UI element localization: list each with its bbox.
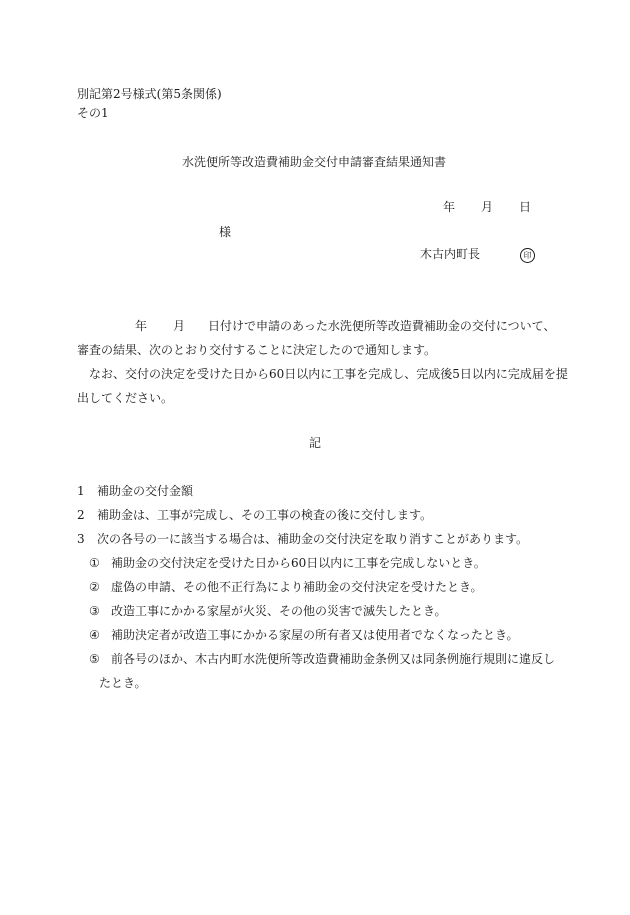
list-item — [77, 507, 432, 523]
date-month: 月 — [481, 200, 494, 214]
body-line-2: 審査の結果、次のとおり交付することに決定したので通知します。 — [77, 343, 437, 357]
form-subnumber: その1 — [77, 106, 109, 120]
list-item — [77, 531, 528, 547]
form-number: 別記第2号様式(第5条関係) — [77, 87, 222, 101]
list-item — [77, 483, 193, 499]
subitem-number: ③ — [89, 604, 100, 618]
body-line-1 — [135, 318, 555, 334]
issuer-line — [420, 246, 535, 263]
subitem-text: 虚偽の申請、その他不正行為により補助金の交付決定を受けたとき。 — [111, 580, 483, 594]
subitem-number: ① — [89, 556, 100, 570]
body-month: 月 — [173, 319, 186, 333]
ki-heading: 記 — [309, 436, 322, 450]
date-day: 日 — [519, 200, 532, 214]
subitem-text: 補助決定者が改造工事にかかる家屋の所有者又は使用者でなくなったとき。 — [111, 628, 519, 642]
subitem-number: ⑤ — [89, 652, 100, 666]
body-year: 年 — [135, 319, 148, 333]
body-line-1-text: 日付けで申請のあった水洗便所等改造費補助金の交付について、 — [208, 319, 556, 333]
subitem-text: 改造工事にかかる家屋が火災、その他の災害で滅失したとき。 — [111, 604, 447, 618]
body-line-3: なお、交付の決定を受けた日から60日以内に工事を完成し、完成後5日以内に完成届を提 — [89, 367, 568, 381]
item-text: 次の各号の一に該当する場合は、補助金の交付決定を取り消すことがあります。 — [97, 532, 529, 546]
item-number: 3 — [77, 532, 85, 546]
item-text: 補助金の交付金額 — [97, 484, 194, 498]
item-number: 1 — [77, 484, 85, 498]
addressee-suffix: 様 — [219, 225, 232, 239]
subitem-number: ② — [89, 580, 100, 594]
subitem-text: 前各号のほか、木古内町水洗便所等改造費補助金条例又は同条例施行規則に違反し — [111, 652, 556, 666]
sub-list-item — [89, 555, 486, 571]
document-title: 水洗便所等改造費補助金交付申請審査結果通知書 — [182, 155, 447, 169]
date-year: 年 — [443, 200, 456, 214]
sub-list-item — [89, 603, 447, 619]
sub-list-item — [89, 627, 519, 643]
date-line — [443, 199, 531, 215]
subitem-number: ④ — [89, 628, 100, 642]
item-number: 2 — [77, 508, 85, 522]
sub-list-item — [89, 579, 483, 595]
seal-icon: 印 — [520, 248, 535, 263]
subitem-text: 補助金の交付決定を受けた日から60日以内に工事を完成しないとき。 — [111, 556, 486, 570]
sub-list-item — [89, 651, 555, 667]
item-text: 補助金は、工事が完成し、その工事の検査の後に交付します。 — [97, 508, 433, 522]
subitem-continuation: たとき。 — [99, 676, 147, 690]
body-line-4: 出してください。 — [77, 391, 174, 405]
issuer-name: 木古内町長 — [420, 247, 481, 261]
